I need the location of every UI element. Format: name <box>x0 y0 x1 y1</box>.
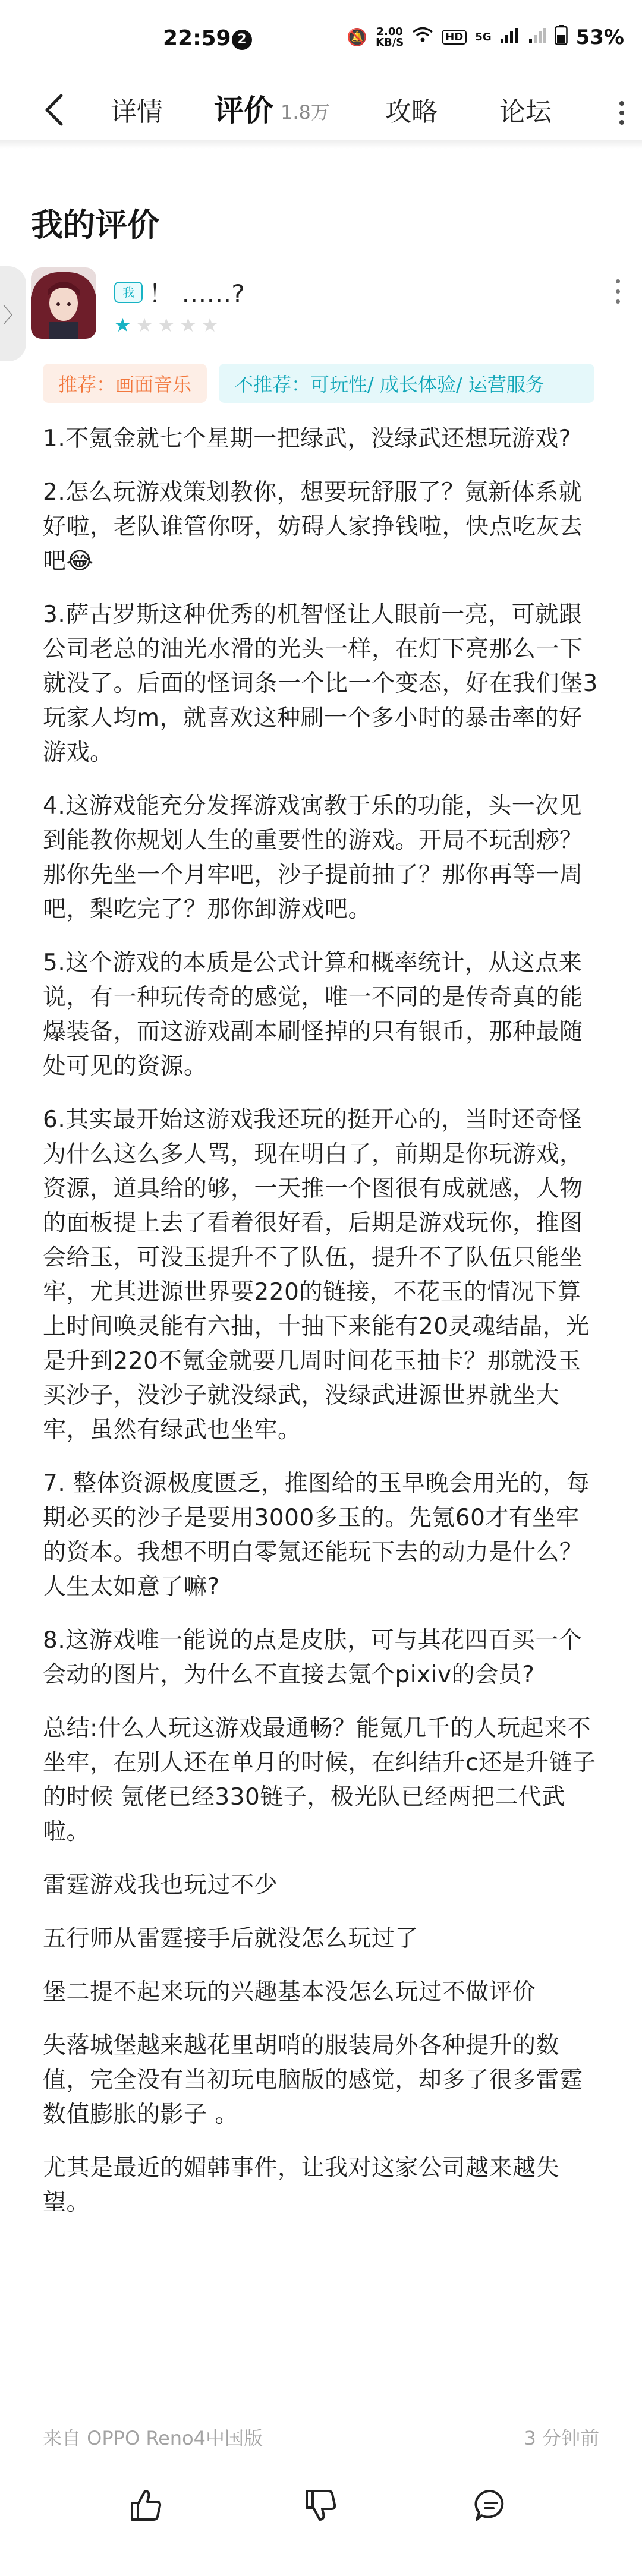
review-paragraph: 堡二提不起来玩的兴趣基本没怎么玩过不做评价 <box>43 1979 536 2006</box>
recommend-tag: 推荐：画面音乐 <box>43 364 207 403</box>
tab-guide[interactable]: 攻略 <box>385 97 438 127</box>
side-drawer-handle[interactable] <box>0 266 26 361</box>
mute-bell-icon: 🔕 <box>347 27 368 47</box>
top-tab-bar <box>0 77 642 143</box>
net-speed-unit: KB/S <box>376 36 404 49</box>
star-rating <box>114 314 218 336</box>
dislike-button[interactable] <box>302 2487 338 2523</box>
status-icons <box>347 25 624 49</box>
back-button[interactable] <box>36 89 71 131</box>
battery-level: 53% <box>575 25 624 49</box>
star-empty-icon: ★ <box>180 314 197 336</box>
review-body <box>43 422 602 2239</box>
status-time: 22:59 <box>163 26 231 51</box>
review-more-icon[interactable] <box>616 279 622 310</box>
review-paragraph: 2.怎么玩游戏策划教你，想要玩舒服了？氪新体系就好啦，老队谁管你呀，妨碍人家挣钱啦，快点吃灰去吧😂 <box>43 479 583 575</box>
review-meta <box>43 2423 599 2451</box>
device-label: 来自 OPPO Reno4中国版 <box>43 2427 263 2449</box>
review-paragraph: 5.这个游戏的本质是公式计算和概率统计，从这点来说，有一种玩传奇的感觉，唯一不同的是传奇真的能爆装备，而这游戏副本刷怪掉的只有银币，那种最随处可见的资源。 <box>43 950 583 1080</box>
tab-forum[interactable]: 论坛 <box>499 97 552 127</box>
star-filled-icon: ★ <box>114 314 131 336</box>
hd-icon: HD <box>442 30 467 45</box>
wifi-icon <box>412 27 433 48</box>
not-recommend-tag: 不推荐：可玩性/ 成长体验/ 运营服务 <box>219 364 594 403</box>
post-time: 3 分钟前 <box>524 2427 599 2449</box>
header-divider <box>0 140 642 149</box>
tab-detail[interactable]: 详情 <box>111 97 163 127</box>
page-title: 我的评价 <box>31 206 159 244</box>
chevron-right-icon: 〉 <box>2 303 24 328</box>
review-paragraph: 尤其是最近的媚韩事件，让我对这家公司越来越失望。 <box>43 2155 560 2216</box>
status-bar <box>0 0 642 83</box>
review-paragraph: 3.萨古罗斯这种优秀的机智怪让人眼前一亮，可就跟公司老总的油光水滑的光头一样，在灯下亮那么一下就没了。后面的怪词条一个比一个变态，好在我们堡3玩家人均m，就喜欢这种刷一个多小时的暴击率的好游戏。 <box>43 601 598 766</box>
signal-bars-2-icon <box>528 27 546 48</box>
like-button[interactable] <box>127 2487 163 2523</box>
review-paragraph: 4.这游戏能充分发挥游戏寓教于乐的功能，头一次见到能教你规划人生的重要性的游戏。开局不玩刮痧？那你先坐一个月牢吧，沙子提前抽了？那你再等一周吧，梨吃完了？那你卸游戏吧。 <box>43 793 583 923</box>
review-count: 1.8万 <box>281 101 330 124</box>
review-paragraph: 失落城堡越来越花里胡哨的服装局外各种提升的数值，完全没有当初玩电脑版的感觉，却多了很多雷霆数值膨胀的影子 。 <box>43 2032 583 2128</box>
notification-count-badge: 2 <box>232 30 252 50</box>
more-icon[interactable] <box>619 101 625 130</box>
net-speed-value: 2.00 <box>376 25 403 38</box>
tab-review[interactable]: 评价 <box>214 93 273 128</box>
signal-label: 5G <box>475 30 492 43</box>
thumbs-down-icon <box>302 2487 338 2523</box>
avatar[interactable] <box>31 267 96 339</box>
review-paragraph: 8.这游戏唯一能说的点是皮肤，可与其花四百买一个会动的图片，为什么不直接去氪个pixiv的会员? <box>43 1627 583 1688</box>
thumbs-up-icon <box>127 2487 163 2523</box>
chevron-left-icon <box>43 93 64 127</box>
action-bar <box>0 2472 642 2537</box>
comment-button[interactable] <box>473 2487 509 2523</box>
review-paragraph: 五行师从雷霆接手后就没怎么玩过了 <box>43 1925 419 1952</box>
net-speed <box>376 27 404 48</box>
review-tags <box>43 364 594 403</box>
review-paragraph: 7. 整体资源极度匮乏，推图给的玉早晚会用光的，每期必买的沙子是要用3000多玉的。先氪60才有坐牢的资本。我想不明白零氪还能玩下去的动力是什么？人生太如意了嘛? <box>43 1470 590 1600</box>
me-badge: 我 <box>114 282 143 303</box>
star-empty-icon: ★ <box>201 314 219 336</box>
signal-bars-icon <box>500 27 520 48</box>
user-name[interactable]: ！ ……? <box>149 279 245 308</box>
review-paragraph: 1.不氪金就七个星期一把绿武，没绿武还想玩游戏? <box>43 425 571 452</box>
star-empty-icon: ★ <box>136 314 153 336</box>
review-paragraph: 雷霆游戏我也玩过不少 <box>43 1872 278 1899</box>
battery-icon <box>555 25 568 49</box>
star-empty-icon: ★ <box>158 314 175 336</box>
review-paragraph: 6.其实最开始这游戏我还玩的挺开心的，当时还奇怪为什么这么多人骂，现在明白了，前期是你玩游戏，资源，道具给的够，一天推一个图很有成就感，人物的面板提上去了看着很好看，后期是游戏玩你，推图会给玉，可没玉提升不了队伍，提升不了队伍只能坐牢，尤其进源世界要220的链接，不花玉的情况下算上时间唤灵能有六抽，十抽下来能有20灵魂结晶，光是升到220不氪金就要几周时间花玉抽卡？那就没玉买沙子，没沙子就没绿武，没绿武进源世界就坐大牢，虽然有绿武也坐牢。 <box>43 1106 590 1443</box>
review-paragraph: 总结:什么人玩这游戏最通畅？能氪几千的人玩起来不坐牢，在别人还在单月的时候，在纠结升c还是升链子的时候 氪佬已经330链子，极光队已经两把二代武啦。 <box>43 1715 596 1845</box>
comment-icon <box>473 2487 509 2523</box>
